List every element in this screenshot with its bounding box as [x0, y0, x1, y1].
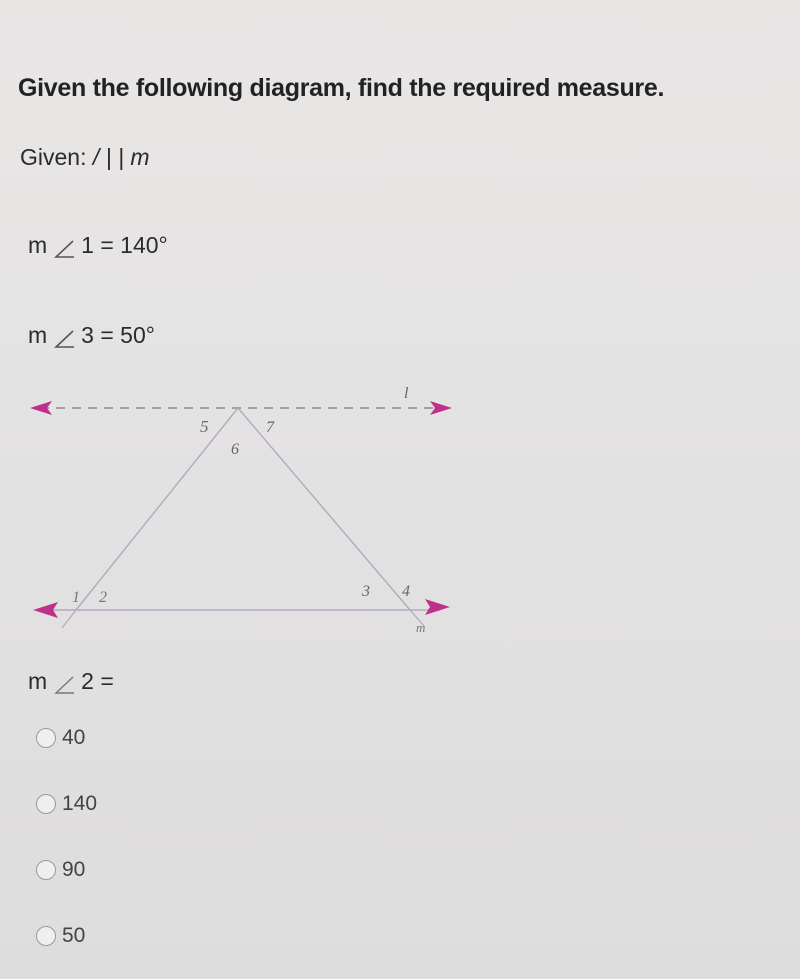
measure-angle-3: [28, 322, 155, 349]
measure-m: m: [28, 322, 48, 348]
angle-label-1: 1: [72, 589, 80, 606]
option-label: 40: [62, 726, 86, 749]
option-50[interactable]: [36, 924, 85, 948]
option-140[interactable]: [36, 792, 97, 816]
given-relation: / | | m: [92, 144, 150, 170]
given-label: Given:: [20, 144, 93, 170]
angle-label-5: 5: [200, 417, 209, 436]
option-label: 90: [62, 858, 86, 881]
radio-button[interactable]: [36, 728, 56, 748]
triangle-side-left: [76, 408, 238, 610]
angle-label-7: 7: [266, 419, 274, 436]
angle-icon: [53, 673, 75, 695]
line-label-l: l: [404, 385, 409, 402]
measure-angle-1: [28, 232, 168, 259]
option-40[interactable]: [36, 726, 85, 750]
arrow-right-icon: [425, 599, 450, 615]
option-90[interactable]: [36, 858, 85, 882]
angle-label-6: 6: [231, 441, 239, 458]
measure-m: m: [28, 668, 48, 694]
parallel-lines-diagram: [0, 360, 800, 650]
arrow-right-icon: [430, 401, 452, 415]
measure-angle-1-value: 1 = 140°: [81, 232, 168, 258]
measure-angle-2-label: 2 =: [81, 668, 114, 694]
line-label-m: m: [416, 620, 426, 635]
triangle-side-right: [238, 408, 410, 610]
radio-button[interactable]: [36, 860, 56, 880]
option-label: 140: [62, 792, 98, 815]
angle-icon: [53, 327, 75, 349]
measure-angle-3-value: 3 = 50°: [81, 322, 155, 348]
option-label: 50: [62, 924, 86, 947]
given-statement: [20, 144, 150, 171]
angle-icon: [53, 237, 75, 259]
radio-button[interactable]: [36, 926, 56, 946]
measure-angle-2-prompt: [28, 668, 114, 695]
angle-label-4: 4: [402, 583, 410, 600]
angle-label-3: 3: [362, 583, 370, 600]
angle-label-2: 2: [99, 589, 107, 606]
measure-m: m: [28, 232, 48, 258]
left-extension: [62, 610, 76, 628]
radio-button[interactable]: [36, 794, 56, 814]
question-title: Given the following diagram, find the required measure.: [18, 74, 665, 102]
